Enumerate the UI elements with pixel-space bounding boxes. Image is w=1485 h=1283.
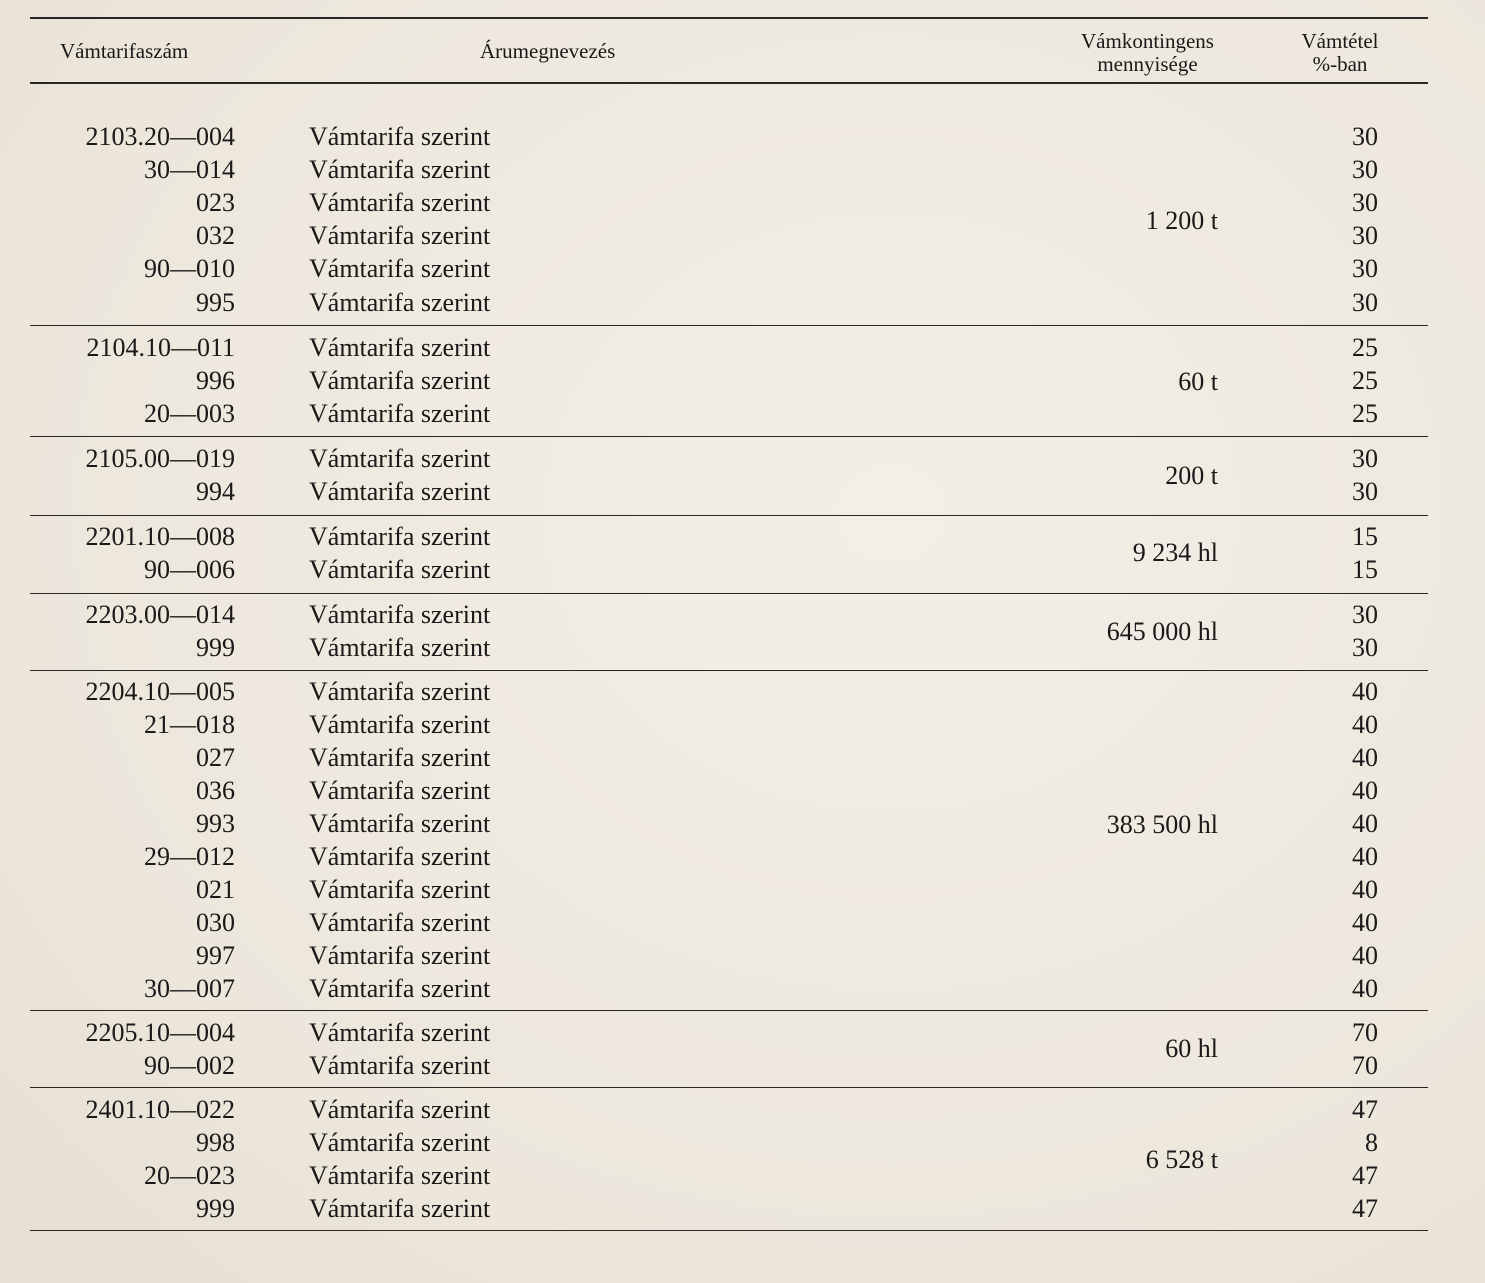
group-separator-rule xyxy=(30,593,1428,594)
item-description: Vámtarifa szerint xyxy=(309,809,491,838)
item-description: Vámtarifa szerint xyxy=(309,399,491,428)
group-separator-rule xyxy=(30,436,1428,437)
group-separator-rule xyxy=(30,1010,1428,1011)
tariff-code: 998 xyxy=(196,1128,235,1157)
duty-rate: 8 xyxy=(1365,1128,1378,1157)
item-description: Vámtarifa szerint xyxy=(309,743,491,772)
item-description: Vámtarifa szerint xyxy=(309,633,491,662)
item-description: Vámtarifa szerint xyxy=(309,1018,491,1047)
tariff-code: 2204.10—005 xyxy=(85,677,235,706)
item-description: Vámtarifa szerint xyxy=(309,122,491,151)
duty-rate: 70 xyxy=(1352,1051,1378,1080)
duty-rate: 15 xyxy=(1352,522,1378,551)
tariff-code: 29—012 xyxy=(144,842,235,871)
duty-rate: 47 xyxy=(1352,1095,1378,1124)
duty-rate: 40 xyxy=(1352,908,1378,937)
item-description: Vámtarifa szerint xyxy=(309,1128,491,1157)
duty-rate: 70 xyxy=(1352,1018,1378,1047)
tariff-code: 2105.00—019 xyxy=(85,444,235,473)
duty-rate: 30 xyxy=(1352,122,1378,151)
duty-rate: 30 xyxy=(1352,221,1378,250)
tariff-code: 023 xyxy=(196,188,235,217)
duty-rate: 30 xyxy=(1352,444,1378,473)
quota-quantity: 60 hl xyxy=(1165,1034,1218,1063)
item-description: Vámtarifa szerint xyxy=(309,776,491,805)
item-description: Vámtarifa szerint xyxy=(309,254,491,283)
item-description: Vámtarifa szerint xyxy=(309,444,491,473)
duty-rate: 40 xyxy=(1352,710,1378,739)
tariff-code: 20—023 xyxy=(144,1161,235,1190)
tariff-code: 2103.20—004 xyxy=(85,122,235,151)
quota-quantity: 60 t xyxy=(1178,367,1218,396)
group-separator-rule xyxy=(30,670,1428,671)
duty-rate: 40 xyxy=(1352,974,1378,1003)
header-quota xyxy=(1070,30,1225,76)
tariff-code: 996 xyxy=(196,366,235,395)
item-description: Vámtarifa szerint xyxy=(309,477,491,506)
duty-rate: 40 xyxy=(1352,743,1378,772)
item-description: Vámtarifa szerint xyxy=(309,941,491,970)
duty-rate: 25 xyxy=(1352,333,1378,362)
header-description: Árumegnevezés xyxy=(480,39,616,63)
duty-rate: 30 xyxy=(1352,155,1378,184)
item-description: Vámtarifa szerint xyxy=(309,555,491,584)
duty-rate: 30 xyxy=(1352,633,1378,662)
tariff-code: 036 xyxy=(196,776,235,805)
tariff-code: 2205.10—004 xyxy=(85,1018,235,1047)
header-rate-line1: Vámtétel xyxy=(1301,29,1379,53)
tariff-code: 90—010 xyxy=(144,254,235,283)
group-separator-rule xyxy=(30,325,1428,326)
quota-quantity: 200 t xyxy=(1165,461,1218,490)
tariff-code: 997 xyxy=(196,941,235,970)
tariff-code: 999 xyxy=(196,633,235,662)
duty-rate: 30 xyxy=(1352,477,1378,506)
tariff-code: 994 xyxy=(196,477,235,506)
tariff-code: 2201.10—008 xyxy=(85,522,235,551)
item-description: Vámtarifa szerint xyxy=(309,1194,491,1223)
duty-rate: 25 xyxy=(1352,399,1378,428)
tariff-code: 993 xyxy=(196,809,235,838)
duty-rate: 40 xyxy=(1352,875,1378,904)
tariff-code: 30—014 xyxy=(144,155,235,184)
item-description: Vámtarifa szerint xyxy=(309,522,491,551)
quota-quantity: 645 000 hl xyxy=(1106,617,1218,646)
top-rule xyxy=(30,17,1428,19)
tariff-code: 027 xyxy=(196,743,235,772)
item-description: Vámtarifa szerint xyxy=(309,677,491,706)
item-description: Vámtarifa szerint xyxy=(309,974,491,1003)
duty-rate: 40 xyxy=(1352,941,1378,970)
tariff-code: 90—002 xyxy=(144,1051,235,1080)
item-description: Vámtarifa szerint xyxy=(309,1051,491,1080)
header-rule xyxy=(30,82,1428,84)
header-quota-line1: Vámkontingens xyxy=(1081,29,1214,53)
item-description: Vámtarifa szerint xyxy=(309,710,491,739)
quota-quantity: 9 234 hl xyxy=(1132,538,1218,567)
item-description: Vámtarifa szerint xyxy=(309,366,491,395)
item-description: Vámtarifa szerint xyxy=(309,875,491,904)
header-rate xyxy=(1295,30,1385,76)
group-separator-rule xyxy=(30,1087,1428,1088)
duty-rate: 40 xyxy=(1352,776,1378,805)
tariff-code: 021 xyxy=(196,875,235,904)
item-description: Vámtarifa szerint xyxy=(309,155,491,184)
tariff-code: 21—018 xyxy=(144,710,235,739)
header-code: Vámtarifaszám xyxy=(60,39,189,63)
duty-rate: 30 xyxy=(1352,600,1378,629)
duty-rate: 40 xyxy=(1352,842,1378,871)
group-separator-rule xyxy=(30,1230,1428,1231)
duty-rate: 15 xyxy=(1352,555,1378,584)
quota-quantity: 6 528 t xyxy=(1145,1145,1218,1174)
tariff-code: 90—006 xyxy=(144,555,235,584)
tariff-code: 2203.00—014 xyxy=(85,600,235,629)
duty-rate: 47 xyxy=(1352,1161,1378,1190)
duty-rate: 30 xyxy=(1352,254,1378,283)
tariff-code: 2401.10—022 xyxy=(85,1095,235,1124)
item-description: Vámtarifa szerint xyxy=(309,842,491,871)
quota-quantity: 1 200 t xyxy=(1145,206,1218,235)
item-description: Vámtarifa szerint xyxy=(309,188,491,217)
item-description: Vámtarifa szerint xyxy=(309,1161,491,1190)
quota-quantity: 383 500 hl xyxy=(1106,810,1218,839)
duty-rate: 47 xyxy=(1352,1194,1378,1223)
tariff-code: 20—003 xyxy=(144,399,235,428)
item-description: Vámtarifa szerint xyxy=(309,221,491,250)
item-description: Vámtarifa szerint xyxy=(309,1095,491,1124)
header-quota-line2: mennyisége xyxy=(1097,52,1198,76)
group-separator-rule xyxy=(30,515,1428,516)
item-description: Vámtarifa szerint xyxy=(309,288,491,317)
duty-rate: 25 xyxy=(1352,366,1378,395)
tariff-code: 032 xyxy=(196,221,235,250)
duty-rate: 30 xyxy=(1352,188,1378,217)
tariff-code: 999 xyxy=(196,1194,235,1223)
duty-rate: 40 xyxy=(1352,809,1378,838)
tariff-code: 2104.10—011 xyxy=(86,333,235,362)
duty-rate: 30 xyxy=(1352,288,1378,317)
duty-rate: 40 xyxy=(1352,677,1378,706)
tariff-code: 30—007 xyxy=(144,974,235,1003)
item-description: Vámtarifa szerint xyxy=(309,908,491,937)
item-description: Vámtarifa szerint xyxy=(309,600,491,629)
tariff-code: 995 xyxy=(196,288,235,317)
item-description: Vámtarifa szerint xyxy=(309,333,491,362)
header-rate-line2: %-ban xyxy=(1312,52,1368,76)
tariff-code: 030 xyxy=(196,908,235,937)
